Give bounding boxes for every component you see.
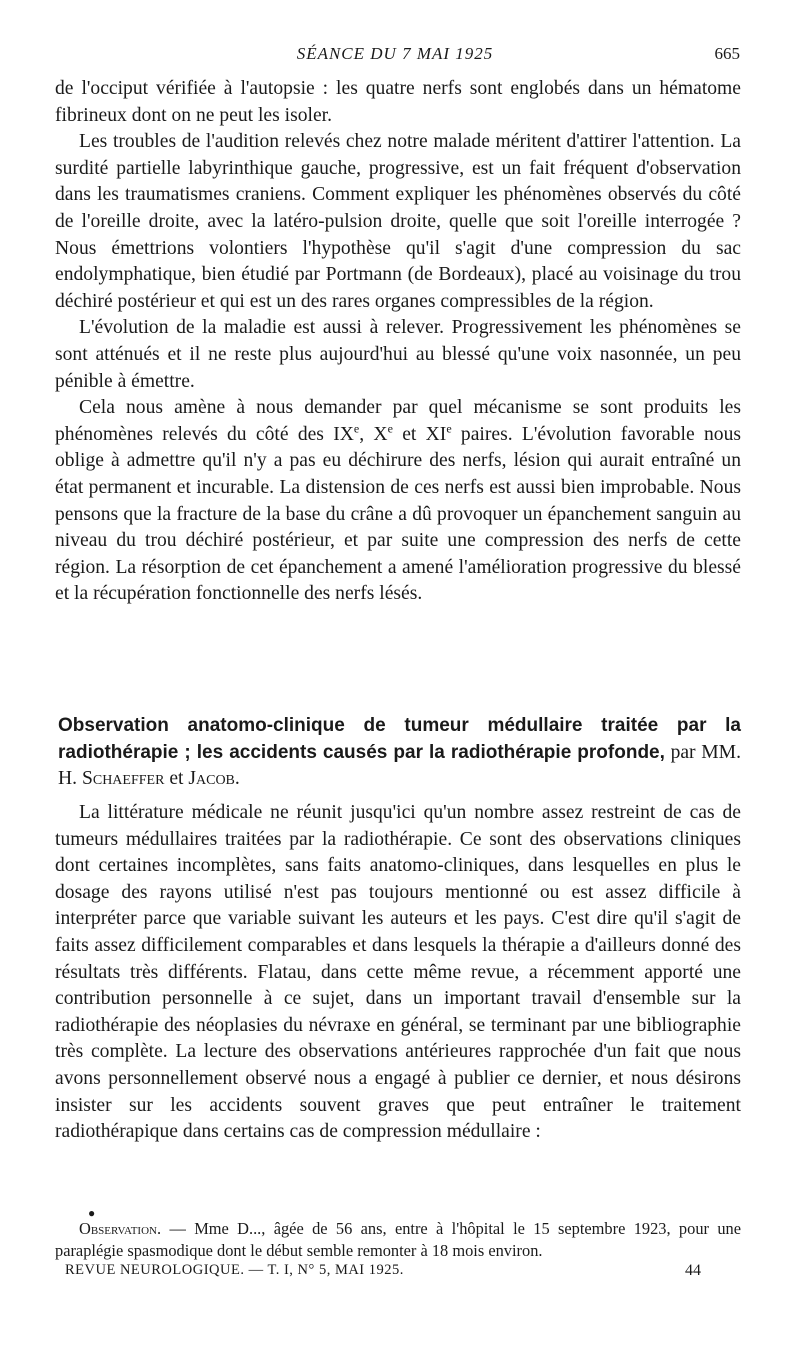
page-header (50, 44, 740, 70)
running-title: SÉANCE DU 7 MAI 1925 (296, 44, 494, 63)
paragraph-2: Les troubles de l'audition relevés chez notre malade méritent d'attirer l'attention. La surdité partielle labyrinthique gauche, progressive, est un fait fréquent d'observation dans les traumatismes craniens. Comment expliquer les phénomènes observés du côté de l'oreille droite, avec la latéro-pulsion droite, quelle que soit l'oreille interrogée ? Nous émettrions volontiers l'hypothèse qu'il s'agit d'une compression du sac endolymphatique, bien étudié par Portmann (de Bordeaux), placé au voisinage du trou déchiré postérieur et qui est un des rares organes compressibles de la région. (55, 131, 741, 312)
author-2: Jacob (188, 768, 235, 790)
stray-mark-icon: ● (88, 1206, 96, 1220)
paragraph-4-text-b: , X (359, 423, 388, 445)
observation-paragraph (55, 1218, 741, 1262)
author-join: et (164, 768, 189, 790)
paragraph-4-text-a: Cela nous amène à nous demander par quel mécanisme se sont produits les phénomènes relevés du côté des IX (55, 397, 741, 445)
paragraph-4-text-c: et XI (392, 423, 447, 445)
paragraph-4-text-d: paires. L'évolution favorable nous oblige à admettre qu'il n'y a pas eu déchirure des nerfs, lésion qui aurait entraîné un état permanent et incurable. La distension de ces nerfs est aussi bien improbable. Nous pensons que la fracture de la base du crâne a dû provoquer un épanchement sanguin au niveau du trou déchiré postérieur, et par suite une compression des nerfs de cette région. La résorption de cet épanchement a amené l'amélioration progressive du blessé et la récupération fonctionnelle des nerfs lésés. (55, 423, 741, 605)
sheet-number: 44 (685, 1262, 701, 1279)
section-title: Observation anatomo-clinique de tumeur médullaire traitée par la radiothérapie ; les accidents causés par la radiothérapie profonde, (58, 715, 741, 763)
journal-reference: REVUE NEUROLOGIQUE. — T. I, N° 5, MAI 1925. (65, 1262, 404, 1278)
paragraph-1: de l'occiput vérifiée à l'autopsie : les quatre nerfs sont englobés dans un hématome fibrineux dont on ne peut les isoler. (55, 78, 741, 126)
authors-prefix: par MM. H. (58, 741, 741, 790)
page-footer (65, 1262, 741, 1284)
observation-note (55, 1218, 741, 1262)
section-heading (58, 713, 741, 793)
authors-suffix: . (234, 768, 240, 790)
section-body (55, 800, 741, 1146)
article-continuation (55, 76, 741, 608)
paragraph-3: L'évolution de la maladie est aussi à relever. Progressivement les phénomènes se sont atténués et il ne reste plus aujourd'hui au blessé qu'une voix nasonnée, un peu pénible à émettre. (55, 317, 741, 392)
superscript-e-3: e (446, 421, 452, 436)
author-1: Schaeffer (81, 768, 165, 790)
superscript-e-2: e (387, 421, 393, 436)
observation-label: Observation. (79, 1219, 162, 1238)
paragraph-4 (55, 395, 741, 608)
section-paragraph: La littérature médicale ne réunit jusqu'ici qu'un nombre assez restreint de cas de tumeurs médullaires traitées par la radiothérapie. Ce sont des observations cliniques dont certaines incomplètes, sans faits anatomo-cliniques, dans lesquelles en plus le dosage des rayons utilisé n'est pas toujours mentionné ou est assez difficile à interpréter parce que variable suivant les auteurs et les pays. C'est dire qu'il s'agit de faits assez difficilement comparables et dans lesquels la thérapie a d'ailleurs donné des résultats très différents. Flatau, dans cette même revue, a récemment apporté une contribution personnelle à ce sujet, dans un important travail d'ensemble sur la radiothérapie des néoplasies du névraxe en général, se terminant par une bibliographie très complète. La lecture des observations antérieures rapprochée d'un fait que nous avons personnellement observé nous a engagé à publier ce dernier, et nous désirons insister sur les accidents souvent graves que peut entraîner le traitement radiothérapique dans certains cas de compression médullaire : (55, 802, 741, 1143)
observation-text: — Mme D..., âgée de 56 ans, entre à l'hôpital le 15 septembre 1923, pour une paraplégie spasmodique dont le début semble remonter à 18 mois environ. (55, 1219, 741, 1260)
superscript-e-1: e (353, 421, 360, 436)
page-number: 665 (714, 44, 740, 63)
